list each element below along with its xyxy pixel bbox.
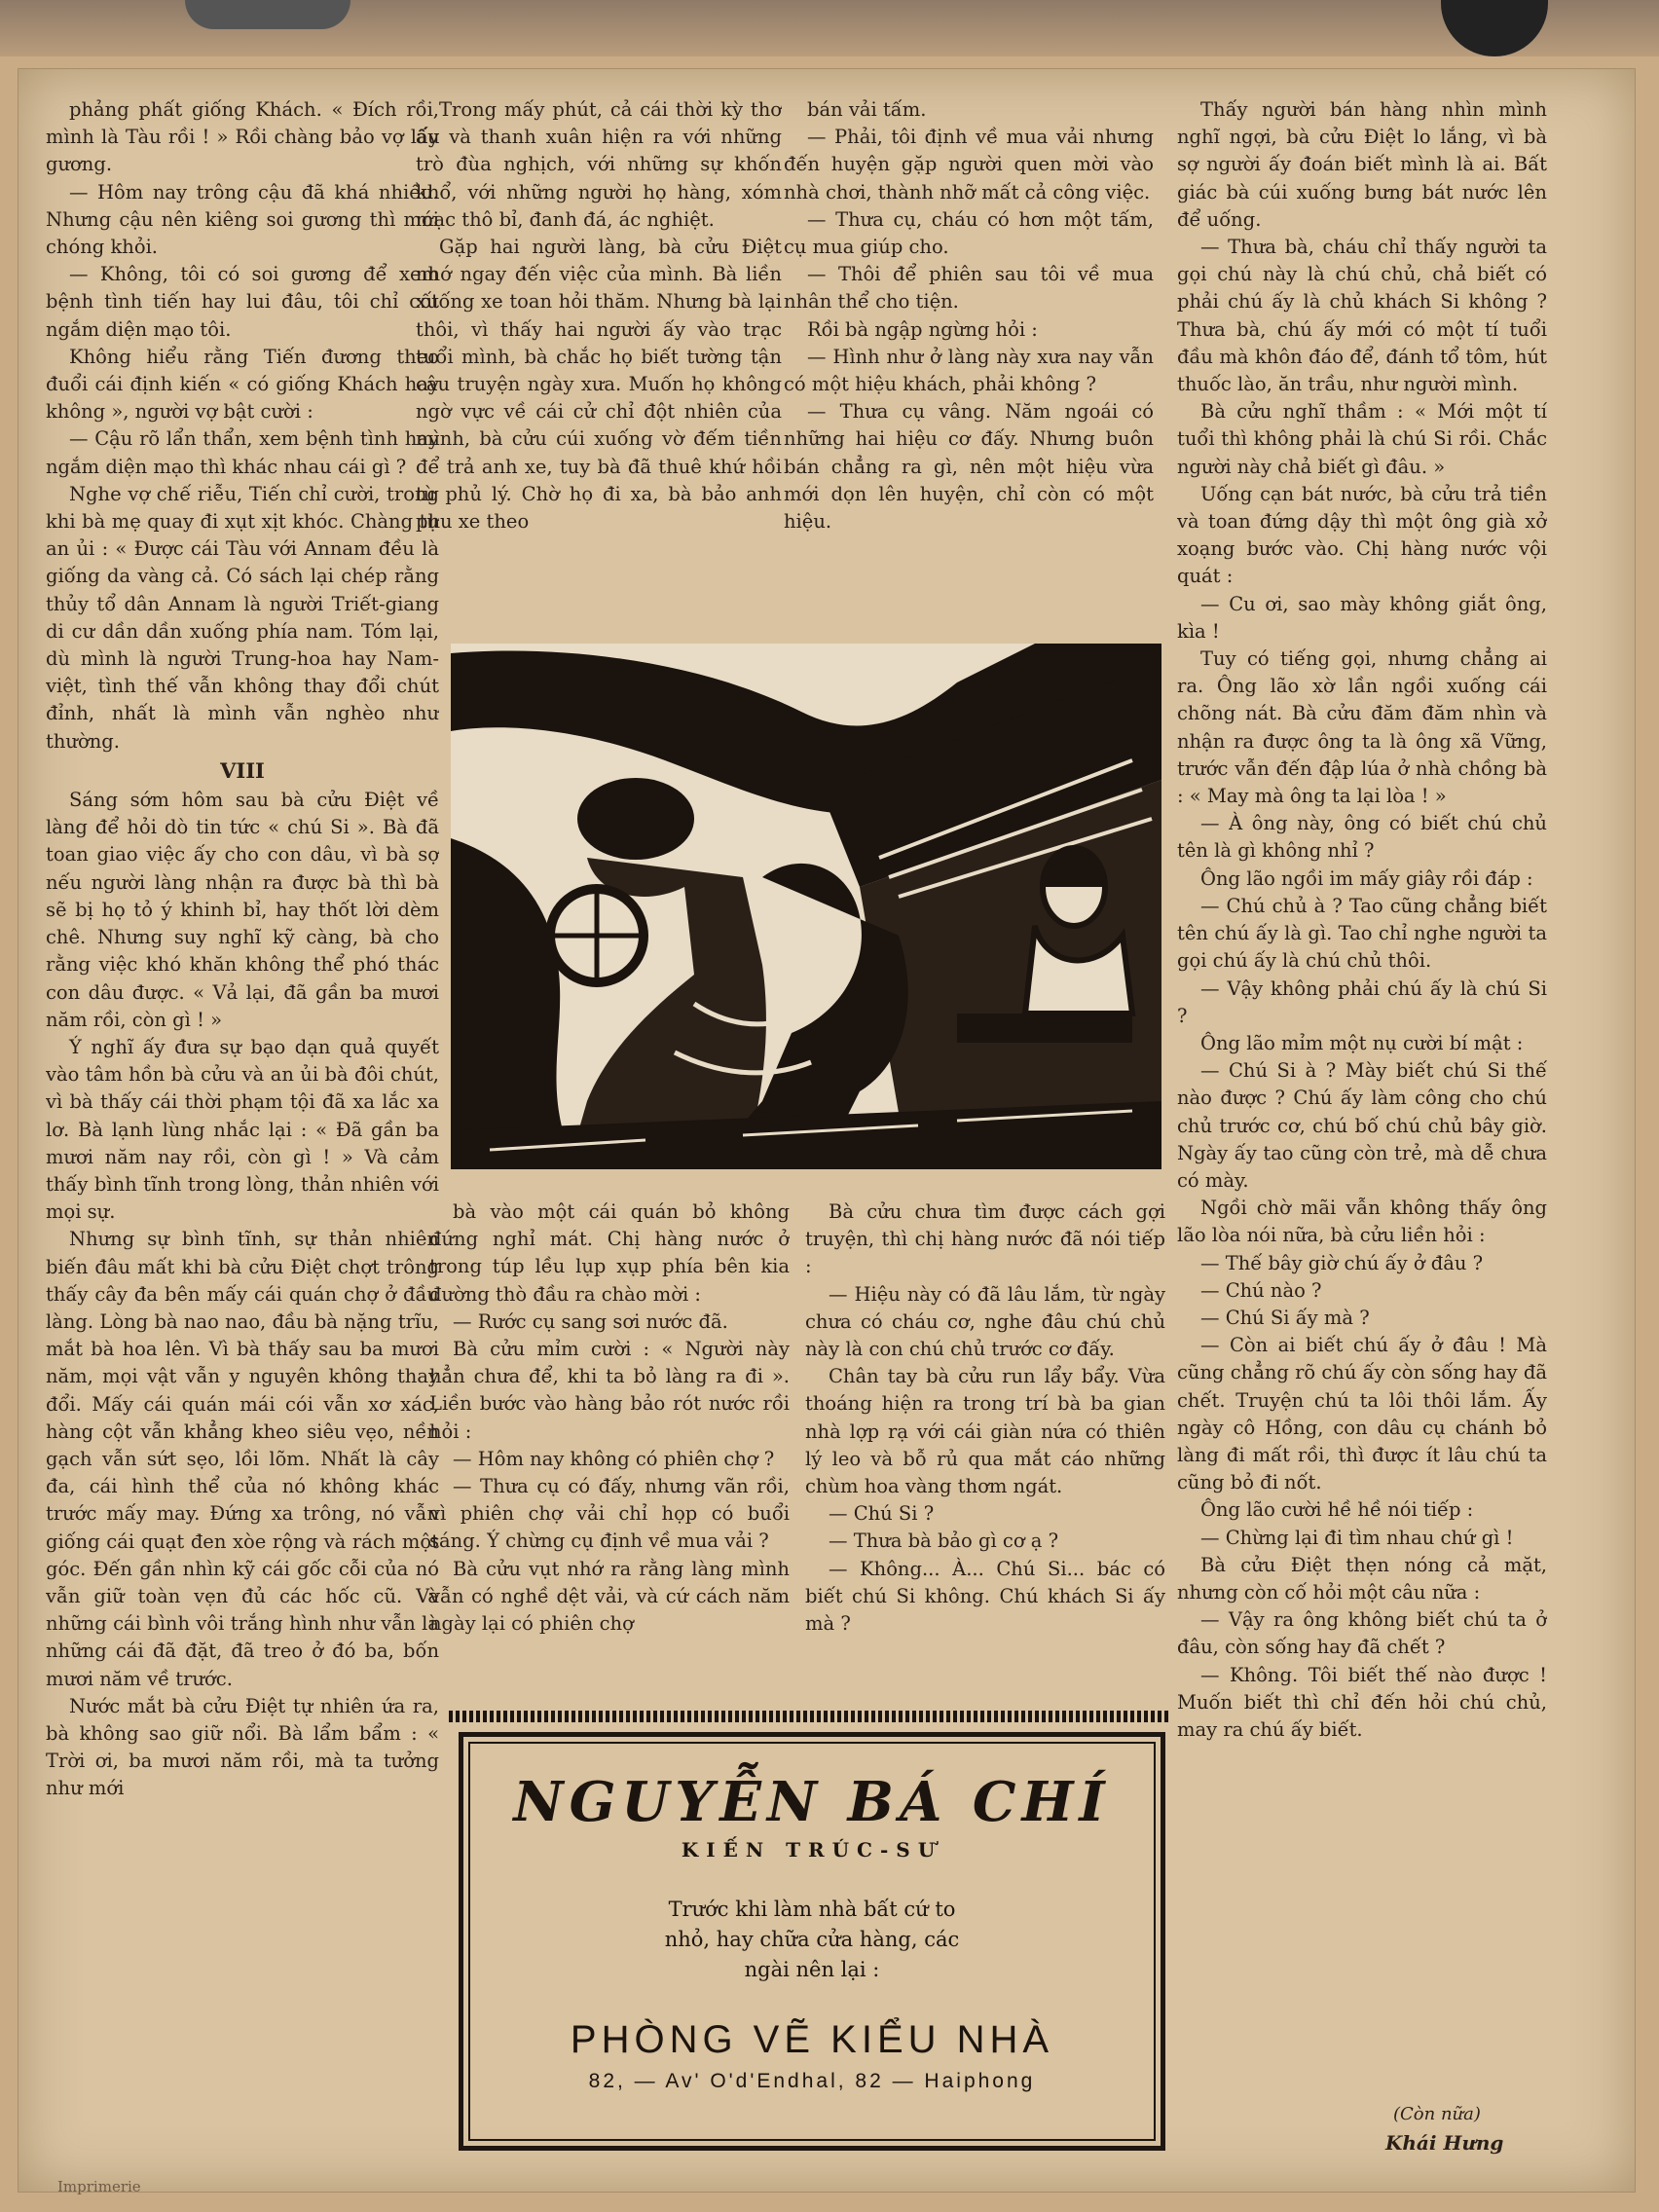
paragraph: — Không, tôi có soi gương để xem bệnh tình tiến hay lui đâu, tôi chỉ cốt ngắm diện mạo tôi. <box>46 263 439 341</box>
paragraph: — Thưa bà bảo gì cơ ạ ? <box>829 1530 1059 1553</box>
architect-advertisement <box>459 1732 1165 2151</box>
column-4 <box>1177 96 1547 2170</box>
paragraph: bà vào một cái quán bỏ không đứng nghỉ mát. Chị hàng nước ở trong túp lều lụp xụp phía bên kia đường thò đầu ra chào mời : <box>429 1200 790 1306</box>
decorative-rule <box>449 1711 1169 1722</box>
paragraph: — Chú chủ à ? Tao cũng chẳng biết tên chú ấy là gì. Tao chỉ nghe người ta gọi chú ấy là chú chủ thôi. <box>1177 894 1547 973</box>
paragraph: — Thưa cụ, cháu có hơn một tấm, cụ mua giúp cho. <box>784 207 1154 259</box>
paragraph: — Chú Si ấy mà ? <box>1200 1306 1370 1329</box>
paragraph: Uống cạn bát nước, bà cửu trả tiền và toan đứng dậy thì một ông già xở xoạng bước vào. Chị hàng nước vội quát : <box>1177 482 1547 588</box>
column-3 <box>784 96 1154 671</box>
ad-address: 82, — Av' O'd'Endhal, 82 — Haiphong <box>588 2070 1036 2092</box>
paragraph: — Chú Si à ? Mày biết chú Si thế nào được ? Chú ấy làm công cho chú chủ trước cơ, chú bố chú chủ bây giờ. Ngày ấy tao cũng còn trẻ, mà dễ chưa có mày. <box>1177 1059 1547 1192</box>
paragraph: Nghe vợ chế riễu, Tiến chỉ cười, trong khi bà mẹ quay đi xụt xịt khóc. Chàng tự an ủi : « Được cái Tàu với Annam đều là giống da vàng cả. Có sách lại chép rằng thủy tổ dân Annam là người Triết-giang di cư dần dần xuống phía nam. Tóm lại, dù mình là người Trung-hoa hay Nam-việt, tình thế vẫn không thay đổi chút đỉnh, nhất là mình vẫn nghèo như thường. <box>46 482 439 753</box>
paragraph: Không hiểu rằng Tiến đương theo đuổi cái định kiến « có giống Khách hay không », người vợ bật cười : <box>46 345 439 424</box>
paragraph: — Rước cụ sang sơi nước đã. <box>453 1309 728 1333</box>
paragraph: — Thôi để phiên sau tôi về mua nhân thể cho tiện. <box>784 263 1154 313</box>
paragraph: Nước mắt bà cửu Điệt tự nhiên ứa ra, bà không sao giữ nổi. Bà lẩm bẩm : « Trời ơi, ba mươi năm rồi, mà ta tưởng như mới <box>46 1694 439 1800</box>
paragraph: Ông lão ngồi im mấy giây rồi đáp : <box>1200 866 1533 890</box>
paragraph: — Không. Tôi biết thế nào được ! Muốn biết thì chỉ đến hỏi chú chủ, may ra chú ấy biết. <box>1177 1663 1547 1741</box>
paragraph: — Vậy không phải chú ấy là chú Si ? <box>1177 977 1547 1027</box>
paragraph: — Thế bây giờ chú ấy ở đâu ? <box>1200 1251 1484 1274</box>
paragraph: Thấy người bán hàng nhìn mình nghĩ ngợi, bà cửu Điệt lo lắng, vì bà sợ người ấy đoán biết mình là ai. Bất giác bà cúi xuống bưng bát nước lên để uống. <box>1177 98 1547 231</box>
paragraph: Sáng sớm hôm sau bà cửu Điệt về làng để hỏi dò tin tức « chú Si ». Bà đã toan giao việc ấy cho con dâu, vì bà sợ nếu người làng nhận ra được bà thì bà sẽ bị họ tỏ ý khinh bỉ, hay thốt lời dèm chê. Nhưng suy nghĩ kỹ càng, bà cho rằng việc khó khăn không thể phó thác con dâu được. « Vả lại, đã gần ba mươi năm rồi, còn gì ! » <box>46 789 439 1031</box>
column-1 <box>46 96 439 2170</box>
paragraph: — Hôm nay không có phiên chợ ? <box>453 1447 775 1470</box>
paragraph: — Thưa bà, cháu chỉ thấy người ta gọi chú này là chú chủ, chả biết có phải chú ấy là chủ khách Si không ? Thưa bà, chú ấy mới có một tí tuổi đầu mà khôn đáo để, đánh tổ tôm, hút thuốc lào, ăn trầu, như người mình. <box>1177 236 1547 396</box>
paragraph: — Không... À... Chú Si... bác có biết chú Si không. Chú khách Si ấy mà ? <box>805 1557 1165 1636</box>
paragraph: — Thưa cụ có đấy, nhưng vãn rồi, vì phiên chợ vải chỉ họp có buổi sáng. Ý chừng cụ định về mua vải ? <box>429 1475 790 1553</box>
paragraph: phảng phất giống Khách. « Đích rồi, mình là Tàu rồi ! » Rồi chàng bảo vợ lấy gương. <box>46 98 439 176</box>
printer-imprint: Imprimerie <box>57 2178 141 2195</box>
paragraph: Chân tay bà cửu run lẩy bẩy. Vừa thoáng hiện ra trong trí bà ba gian nhà lợp rạ với cái giàn nứa có thiên lý leo và bỗ rủ qua mắt cáo những chùm hoa vàng thơm ngát. <box>805 1365 1165 1498</box>
paragraph: Bà cửu mỉm cười : « Người này hẳn chưa để, khi ta bỏ làng ra đi ». Liền bước vào hàng bảo rót nước rồi hỏi : <box>429 1338 790 1443</box>
paragraph: Ông lão mỉm một nụ cười bí mật : <box>1200 1031 1524 1054</box>
paragraph: — Hiệu này có đã lâu lắm, từ ngày chưa có cháu cơ, nghe đâu chú chủ này là con chú chủ trước cơ đấy. <box>805 1282 1165 1361</box>
column-6 <box>805 1198 1165 1773</box>
column-2 <box>416 96 782 671</box>
paragraph: Ý nghĩ ấy đưa sự bạo dạn quả quyết vào tâm hồn bà cửu và an ủi bà đôi chút, vì bà thấy cái thời phạm tội đã xa lắc xa lơ. Bà lạnh lùng nhắc lại : « Đã gần ba mươi năm nay rồi, còn gì ! » Và cảm thấy bình tĩnh trong lòng, thản nhiên với mọi sự. <box>46 1035 439 1224</box>
continued-note: (Còn nữa) <box>1393 2104 1481 2124</box>
paragraph: Bà cửu chưa tìm được cách gợi truyện, thì chị hàng nước đã nói tiếp : <box>805 1200 1165 1278</box>
paragraph: — Chừng lại đi tìm nhau chứ gì ! <box>1200 1526 1514 1549</box>
paragraph: — Chú nào ? <box>1200 1278 1322 1302</box>
paragraph: Bà cửu vụt nhớ ra rằng làng mình vẫn có nghề dệt vải, và cứ cách năm ngày lại có phiên chợ <box>429 1557 790 1636</box>
newspaper-page <box>18 68 1636 2193</box>
paragraph: — À ông này, ông có biết chú chủ tên là gì không nhỉ ? <box>1177 812 1547 863</box>
binder-clip-left <box>185 0 350 29</box>
paragraph: — Hình như ở làng này xưa nay vẫn có một hiệu khách, phải không ? <box>784 345 1154 396</box>
paragraph: — Chú Si ? <box>829 1502 935 1526</box>
paragraph: — Cu ơi, sao mày không giắt ông, kìa ! <box>1177 592 1547 643</box>
paragraph: — Phải, tôi định về mua vải nhưng đến huyện gặp người quen mời vào nhà chơi, thành nhỡ mất cả công việc. <box>784 126 1154 203</box>
paragraph: — Hôm nay trông cậu đã khá nhiều. Nhưng cậu nên kiêng soi gương thì mới chóng khỏi. <box>46 180 439 259</box>
ad-headline: PHÒNG VẼ KIỂU NHÀ <box>570 2018 1054 2061</box>
paragraph: Ông lão cười hề hề nói tiếp : <box>1200 1498 1474 1522</box>
chapter-heading: VIII <box>220 757 265 783</box>
woodcut-illustration <box>451 644 1161 1169</box>
ad-title: KIẾN TRÚC-SƯ <box>681 1838 943 1862</box>
paragraph: Bà cửu nghĩ thầm : « Mới một tí tuổi thì không phải là chú Si rồi. Chắc người này chả biết gì đâu. » <box>1177 400 1547 478</box>
author-signature: Khái Hưng <box>1385 2131 1504 2155</box>
paragraph: Gặp hai người làng, bà cửu Điệt nhớ ngay đến việc của mình. Bà liền xuống xe toan hỏi thăm. Nhưng bà lại thôi, vì thấy hai người ấy vào trạc tuổi mình, bà chắc họ biết tường tận câu truyện ngày xưa. Muốn họ không ngờ vực về cái cử chỉ đột nhiên của mình, bà cửu cúi xuống vờ đếm tiền để trả anh xe, tuy bà đã thuê khứ hồi từ phủ lý. Chờ họ đi xa, bà bảo anh phu xe theo <box>416 236 782 534</box>
paragraph: — Còn ai biết chú ấy ở đâu ! Mà cũng chẳng rõ chú ấy còn sống hay đã chết. Truyện chú ta lôi thôi lắm. Ấy ngày cô Hồng, con dâu cụ chánh bỏ làng đi mất rồi, thì được ít lâu chú ta cũng bỏ đi nốt. <box>1177 1334 1547 1494</box>
paragraph: — Thưa cụ vâng. Năm ngoái có những hai hiệu cơ đấy. Nhưng buôn bán chẳng ra gì, nên một hiệu vừa mới dọn lên huyện, chỉ còn có một hiệu. <box>784 400 1154 534</box>
paragraph: Tuy có tiếng gọi, nhưng chẳng ai ra. Ông lão xờ lần ngồi xuống cái chõng nát. Bà cửu đăm đăm nhìn và nhận ra được ông ta là ông xã Vững, trước vẫn đến đập lúa ở nhà chồng bà : « May mà ông ta lại lòa ! » <box>1177 647 1547 808</box>
ad-body: Trước khi làm nhà bất cứ to nhỏ, hay chữa cửa hàng, các ngài nên lại : <box>664 1898 960 1981</box>
paragraph: bán vải tấm. <box>807 98 927 121</box>
paragraph: Nhưng sự bình tĩnh, sự thản nhiên biến đâu mất khi bà cửu Điệt chợt trông thấy cây đa bên mấy cái quán chợ ở đầu làng. Lòng bà nao nao, đầu bà nặng trĩu, mắt bà hoa lên. Vì bà thấy sau ba mươi năm, mọi vật vẫn y nguyên không thay đổi. Mấy cái quán mái cói vẫn xơ xác, hàng cột vẫn khẳng kheo siêu vẹo, nền gạch vẫn sứt sẹo, lồi lõm. Nhất là cây đa, cái hình thể của nó không khác trước mấy may. Đứng xa trông, nó vẫn giống cái quạt đen xòe rộng và rách một góc. Đến gần nhìn kỹ cái gốc cỗi của nó vẫn giữ toàn vẹn đủ các hốc cũ. Và những cái bình vôi trắng hình như vẫn là những cái đã đặt, đã treo ở đó ba, bốn mươi năm về trước. <box>46 1228 439 1690</box>
paragraph: Rồi bà ngập ngừng hỏi : <box>807 317 1038 341</box>
paragraph: — Cậu rõ lẩn thẩn, xem bệnh tình hay ngắm diện mạo thì khác nhau cái gì ? <box>46 427 439 478</box>
paragraph: Ngồi chờ mãi vẫn không thấy ông lão lòa nói nữa, bà cửu liền hỏi : <box>1177 1197 1547 1247</box>
paragraph: Trong mấy phút, cả cái thời kỳ thơ ấu và thanh xuân hiện ra với những trò đùa nghịch, với những sự khốn khổ, với những người họ hàng, xóm mạc thô bỉ, đanh đá, ác nghiệt. <box>416 98 782 231</box>
paragraph: Bà cửu Điệt thẹn nóng cả mặt, nhưng còn cố hỏi một câu nữa : <box>1177 1553 1547 1604</box>
column-5 <box>429 1198 790 1773</box>
paragraph: — Vậy ra ông không biết chú ta ở đâu, còn sống hay đã chết ? <box>1177 1608 1547 1659</box>
ad-name: NGUYỄN BÁ CHÍ <box>513 1770 1111 1834</box>
